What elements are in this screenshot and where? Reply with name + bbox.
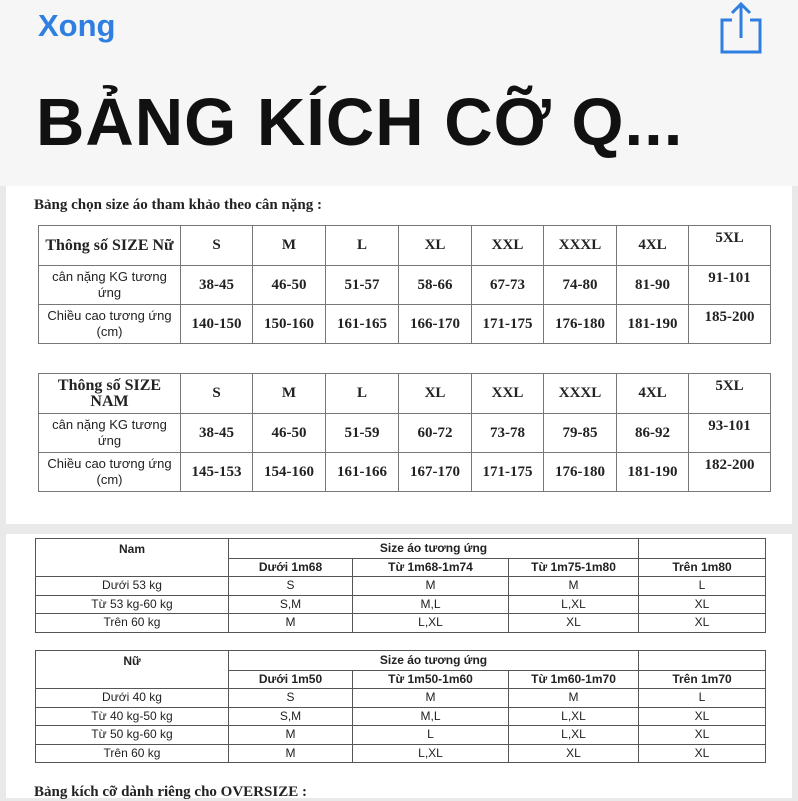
table-cell: 181-190 [617,453,689,492]
table-cell: 145-153 [181,453,253,492]
table-cell: 185-200 [689,305,771,344]
size-cell: S [229,577,353,596]
size-header: XL [399,226,472,266]
table-cell: 51-57 [326,266,399,305]
weight-label: Trên 60 kg [36,614,229,633]
size-header: S [181,374,253,414]
share-icon[interactable] [718,0,764,54]
table-cell: 93-101 [689,414,771,453]
table-cell: 38-45 [181,266,253,305]
height-header: Trên 1m80 [639,559,766,577]
table-cell: 60-72 [399,414,472,453]
size-cell: L,XL [353,744,509,763]
row-header-label: Thông số SIZE Nữ [39,226,181,266]
row-label: Chiều cao tương ứng (cm) [39,453,181,492]
weight-label: Từ 50 kg-60 kg [36,726,229,745]
table-cell: 171-175 [472,305,544,344]
female-size-matrix [35,650,766,763]
size-cell: L [639,577,766,596]
size-cell: M [353,689,509,708]
table-cell: 176-180 [544,453,617,492]
size-cell: XL [639,614,766,633]
size-cell: M [509,577,639,596]
table-cell: 46-50 [253,266,326,305]
size-cell: XL [639,595,766,614]
table-cell: 181-190 [617,305,689,344]
table-cell: 182-200 [689,453,771,492]
weight-label: Từ 40 kg-50 kg [36,707,229,726]
size-cell: M,L [353,707,509,726]
weight-label: Dưới 53 kg [36,577,229,596]
size-header: 5XL [689,374,771,414]
table-header-row [39,226,771,266]
table-cell: 140-150 [181,305,253,344]
table-cell: 74-80 [544,266,617,305]
caption-weight-guide: Bảng chọn size áo tham khảo theo cân nặng : [34,197,322,213]
size-header: 5XL [689,226,771,266]
size-cell: XL [639,744,766,763]
table-header-row [39,374,771,414]
table-cell: 51-59 [326,414,399,453]
size-header: M [253,374,326,414]
size-cell: L,XL [509,726,639,745]
table-cell: 176-180 [544,305,617,344]
row-header-label: Thông số SIZE NAM [39,374,181,414]
table-cell: 86-92 [617,414,689,453]
table-cell: 150-160 [253,305,326,344]
size-header: XXXL [544,374,617,414]
size-header: XXXL [544,226,617,266]
group-header-row [36,539,766,559]
table-row [36,707,766,726]
table-cell: 38-45 [181,414,253,453]
size-header: 4XL [617,226,689,266]
size-cell: L [353,726,509,745]
table-cell: 46-50 [253,414,326,453]
table-row [36,726,766,745]
group-header: Size áo tương ứng [229,651,639,671]
size-cell: S,M [229,595,353,614]
size-cell: M [229,744,353,763]
row-label: Chiều cao tương ứng (cm) [39,305,181,344]
size-cell: XL [509,614,639,633]
group-header-row [36,651,766,671]
weight-label: Dưới 40 kg [36,689,229,708]
height-header: Từ 1m50-1m60 [353,671,509,689]
male-size-table [38,373,771,492]
size-header: M [253,226,326,266]
female-size-table [38,225,771,344]
size-header: 4XL [617,374,689,414]
size-cell: L [639,689,766,708]
table-cell: 161-166 [326,453,399,492]
size-header: S [181,226,253,266]
male-size-matrix [35,538,766,633]
height-header: Từ 1m75-1m80 [509,559,639,577]
size-header: XL [399,374,472,414]
size-cell: L,XL [353,614,509,633]
table-row [36,744,766,763]
height-header: Trên 1m70 [639,671,766,689]
row-label: cân nặng KG tương ứng [39,266,181,305]
size-header: L [326,374,399,414]
size-cell: M [229,726,353,745]
table-cell: 166-170 [399,305,472,344]
viewer-toolbar [0,0,798,186]
height-header: Từ 1m60-1m70 [509,671,639,689]
height-header: Dưới 1m50 [229,671,353,689]
corner-label: Nam [36,539,229,577]
size-cell: S,M [229,707,353,726]
size-cell: XL [639,726,766,745]
size-header: L [326,226,399,266]
weight-label: Trên 60 kg [36,744,229,763]
table-cell: 171-175 [472,453,544,492]
table-row [36,595,766,614]
table-cell: 161-165 [326,305,399,344]
empty-cell [639,651,766,671]
size-cell: L,XL [509,707,639,726]
weight-label: Từ 53 kg-60 kg [36,595,229,614]
row-label: cân nặng KG tương ứng [39,414,181,453]
table-cell: 58-66 [399,266,472,305]
done-button[interactable]: Xong [38,8,116,43]
table-row [39,453,771,492]
table-row [39,305,771,344]
size-cell: S [229,689,353,708]
table-cell: 154-160 [253,453,326,492]
table-row [39,266,771,305]
height-header: Từ 1m68-1m74 [353,559,509,577]
table-row [36,577,766,596]
table-cell: 167-170 [399,453,472,492]
size-cell: M [353,577,509,596]
empty-cell [639,539,766,559]
size-header: XXL [472,226,544,266]
size-cell: XL [509,744,639,763]
table-cell: 91-101 [689,266,771,305]
table-cell: 67-73 [472,266,544,305]
table-cell: 79-85 [544,414,617,453]
table-cell: 81-90 [617,266,689,305]
table-row [36,614,766,633]
group-header: Size áo tương ứng [229,539,639,559]
size-cell: M [509,689,639,708]
height-header: Dưới 1m68 [229,559,353,577]
table-row [39,414,771,453]
table-row [36,689,766,708]
size-header: XXL [472,374,544,414]
corner-label: Nữ [36,651,229,689]
size-cell: M,L [353,595,509,614]
size-cell: L,XL [509,595,639,614]
size-cell: XL [639,707,766,726]
document-title: BẢNG KÍCH CỠ Q... [36,85,684,160]
size-cell: M [229,614,353,633]
table-cell: 73-78 [472,414,544,453]
caption-oversize: Bảng kích cỡ dành riêng cho OVERSIZE : [34,784,307,800]
